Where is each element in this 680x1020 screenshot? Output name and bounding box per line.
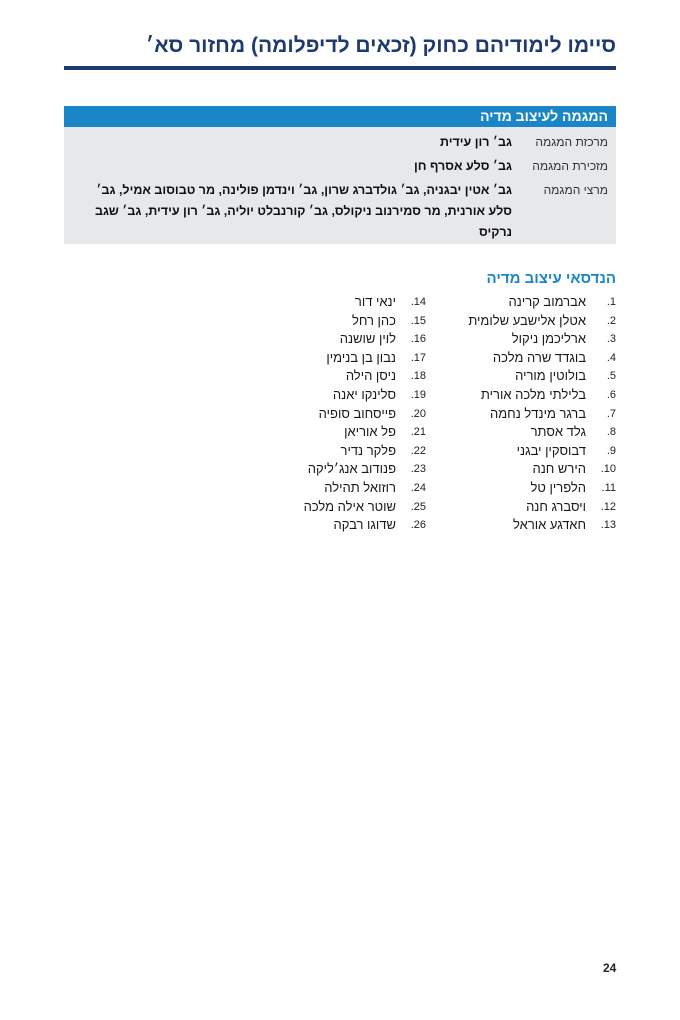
graduate-name: פייסחוב סופיה [318, 405, 396, 421]
coordinator-value: גב׳ רון עידית [439, 135, 512, 149]
list-item [226, 386, 426, 404]
graduate-name: הלפרין טל [530, 480, 586, 495]
graduate-name: אטלן אלישבע שלומית [468, 312, 586, 328]
graduate-name: ינאי דור [354, 294, 396, 309]
list-item [226, 442, 426, 460]
item-number: 7. [606, 407, 616, 420]
item-number: 4. [606, 351, 616, 364]
list-item [416, 516, 616, 534]
list-item [226, 460, 426, 478]
item-number: 6. [606, 389, 616, 401]
list-item [416, 386, 616, 404]
item-number: 17. [410, 351, 426, 364]
item-number: 18. [410, 370, 426, 383]
graduate-name: ויסברג חנה [526, 498, 586, 514]
graduate-name: פנודוב אנג׳ליקה [307, 461, 396, 477]
graduate-name: בולוטין מוריה [515, 368, 586, 384]
item-number: 12. [600, 500, 616, 513]
list-item [226, 516, 426, 534]
graduate-name: שוטר אילה מלכה [303, 498, 396, 514]
secretary-label: מזכירת המגמה [532, 159, 608, 173]
title-divider [64, 66, 616, 70]
lecturers-value: גב׳ אטין יבגניה, גב׳ גולדברג שרון, גב׳ וינדמן פולינה, מר טבוסוב אמיל, גב׳ סלע אורנית, מר סמירנוב ניקולס, גב׳ קורנבלט יוליה, גב׳ רון עידית, גב׳ שגב נרקיס [95, 183, 512, 239]
item-number: 21. [410, 426, 426, 439]
lecturers-label: מרצי המגמה [543, 183, 608, 197]
item-number: 1. [606, 296, 616, 308]
graduate-name: שדוגו רבקה [333, 517, 396, 533]
item-number: 16. [410, 333, 426, 346]
secretary-value: גב׳ סלע אסרף חן [413, 159, 512, 173]
list-item [416, 442, 616, 460]
list-item [416, 312, 616, 330]
graduate-name: לוין שושנה [339, 331, 396, 347]
item-number: 15. [410, 314, 426, 327]
list-item [416, 367, 616, 385]
page-title: סיימו לימודיהם כחוק (זכאים לדיפלומה) מחזור סא׳ [145, 34, 616, 57]
list-item [416, 349, 616, 367]
item-number: 8. [606, 426, 616, 439]
graduate-name: חאדגע אוראל [513, 517, 586, 533]
graduate-name: כהן רחל [351, 312, 396, 328]
item-number: 22. [410, 444, 426, 457]
list-item [416, 498, 616, 516]
list-item [226, 479, 426, 497]
graduate-name: אברמוב קרינה [508, 294, 586, 309]
track-info-panel [64, 106, 616, 244]
graduate-name: גלד אסתר [530, 424, 586, 440]
item-number: 20. [410, 407, 426, 420]
item-number: 11. [601, 482, 616, 494]
graduate-name: ניסן הילה [345, 368, 396, 384]
item-number: 23. [410, 463, 426, 476]
graduate-name: ברגר מינדל נחמה [490, 405, 586, 421]
graduate-name: פלקר נדיר [340, 442, 396, 458]
list-item [226, 349, 426, 367]
list-item [416, 293, 616, 311]
list-item [226, 367, 426, 385]
list-item [226, 405, 426, 423]
item-number: 25. [410, 500, 426, 513]
item-number: 26. [410, 519, 426, 532]
item-number: 13. [600, 519, 616, 532]
list-item [226, 312, 426, 330]
graduate-name: בלילתי מלכה אורית [480, 387, 586, 402]
list-item [226, 293, 426, 311]
item-number: 5. [606, 370, 616, 383]
track-header: המגמה לעיצוב מדיה [64, 106, 616, 127]
item-number: 14. [410, 296, 426, 308]
graduate-name: דבוסקין יבגני [516, 442, 586, 458]
list-item [416, 460, 616, 478]
list-item [416, 330, 616, 348]
graduate-name: בוגדד שרה מלכה [492, 349, 586, 365]
coordinator-label: מרכזת המגמה [535, 135, 608, 149]
graduate-name: סלינקו יאנה [332, 387, 396, 402]
item-number: 10. [600, 463, 616, 476]
list-item [416, 479, 616, 497]
graduate-name: נבון בן בנימין [326, 349, 396, 365]
list-item [226, 423, 426, 441]
item-number: 24. [410, 482, 426, 494]
item-number: 9. [606, 444, 616, 457]
list-item [226, 330, 426, 348]
graduate-name: פל אוריאן [344, 424, 396, 440]
list-item [416, 423, 616, 441]
item-number: 2. [606, 314, 616, 327]
graduates-column-right [416, 293, 616, 533]
graduates-column-left [226, 293, 426, 533]
section-heading: הנדסאי עיצוב מדיה [486, 270, 616, 287]
list-item [226, 498, 426, 516]
item-number: 19. [410, 389, 426, 401]
graduate-name: רוזואל תהילה [324, 480, 396, 495]
item-number: 3. [606, 333, 616, 346]
graduate-name: ארליכמן ניקול [511, 331, 586, 347]
list-item [416, 405, 616, 423]
graduate-name: הירש חנה [532, 461, 586, 477]
page-number: 24 [603, 961, 617, 975]
